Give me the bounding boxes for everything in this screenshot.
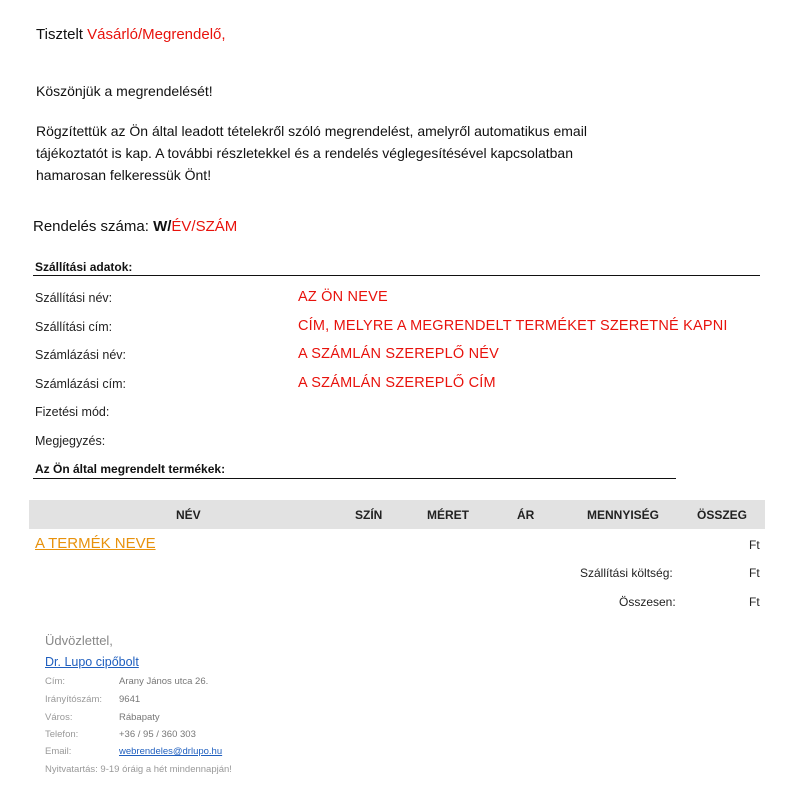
order-number-label: Rendelés száma: bbox=[33, 218, 149, 235]
phone-label: Telefon: bbox=[45, 729, 79, 740]
greeting-prefix: Tisztelt bbox=[36, 26, 83, 43]
billing-address-label: Számlázási cím: bbox=[35, 377, 126, 391]
thanks-text: Köszönjük a megrendelését! bbox=[36, 83, 213, 99]
column-header-quantity: MENNYISÉG bbox=[587, 508, 660, 522]
product-name-link[interactable]: A TERMÉK NEVE bbox=[35, 535, 156, 552]
shop-name-link[interactable]: Dr. Lupo cipőbolt bbox=[45, 655, 139, 669]
greeting bbox=[36, 26, 226, 43]
shipping-address-label: Szállítási cím: bbox=[35, 320, 113, 334]
shipping-name-label: Szállítási név: bbox=[35, 291, 113, 305]
signature-closing: Üdvözlettel, bbox=[45, 633, 113, 648]
payment-method-label: Fizetési mód: bbox=[35, 405, 110, 419]
shipping-divider bbox=[33, 275, 760, 276]
product-total: Ft bbox=[749, 538, 760, 552]
address-value: Arany János utca 26. bbox=[119, 676, 209, 687]
note-label: Megjegyzés: bbox=[35, 434, 106, 448]
grand-total-label: Összesen: bbox=[619, 595, 676, 609]
column-header-name: NÉV bbox=[176, 508, 201, 522]
address-label: Cím: bbox=[45, 676, 66, 687]
column-header-total: ÖSSZEG bbox=[697, 508, 748, 522]
shipping-cost-label: Szállítási költség: bbox=[580, 566, 673, 580]
shipping-name-value: AZ ÖN NEVE bbox=[298, 289, 388, 305]
billing-name-value: A SZÁMLÁN SZEREPLŐ NÉV bbox=[298, 346, 500, 362]
city-value: Rábapaty bbox=[119, 712, 160, 723]
zip-value: 9641 bbox=[119, 694, 141, 705]
order-number-value: ÉV/SZÁM bbox=[171, 218, 238, 235]
city-label: Város: bbox=[45, 712, 73, 723]
shipping-address-value: CÍM, MELYRE A MEGRENDELT TERMÉKET SZERETNÉ KAPNI bbox=[298, 318, 728, 334]
email-link[interactable]: webrendeles@drlupo.hu bbox=[119, 746, 223, 757]
order-number bbox=[33, 218, 237, 235]
order-number-prefix: W/ bbox=[153, 218, 172, 235]
products-divider bbox=[33, 478, 676, 479]
column-header-size: MÉRET bbox=[427, 508, 469, 522]
column-header-color: SZÍN bbox=[355, 508, 383, 522]
billing-name-label: Számlázási név: bbox=[35, 348, 127, 362]
column-header-price: ÁR bbox=[517, 508, 535, 522]
billing-address-value: A SZÁMLÁN SZEREPLŐ CÍM bbox=[298, 375, 496, 391]
products-table-header bbox=[29, 500, 765, 529]
opening-hours: Nyitvatartás: 9-19 óráig a hét mindennapján! bbox=[45, 764, 232, 775]
grand-total-value: Ft bbox=[749, 595, 760, 609]
products-section-title: Az Ön által megrendelt termékek: bbox=[35, 462, 226, 476]
greeting-name: Vásárló/Megrendelő, bbox=[87, 26, 226, 43]
shipping-cost-value: Ft bbox=[749, 566, 760, 580]
shipping-section-title: Szállítási adatok: bbox=[35, 260, 133, 274]
confirmation-message: Rögzítettük az Ön által leadott tételekről szóló megrendelést, amelyről automatikus email tájékoztatót is kap. A további részletekkel és a rendelés véglegesítésével kapcsolatban hamarosan felkeressük Önt! bbox=[36, 123, 587, 183]
email-label: Email: bbox=[45, 746, 72, 757]
phone-value: +36 / 95 / 360 303 bbox=[119, 729, 196, 740]
zip-label: Irányítószám: bbox=[45, 694, 103, 705]
